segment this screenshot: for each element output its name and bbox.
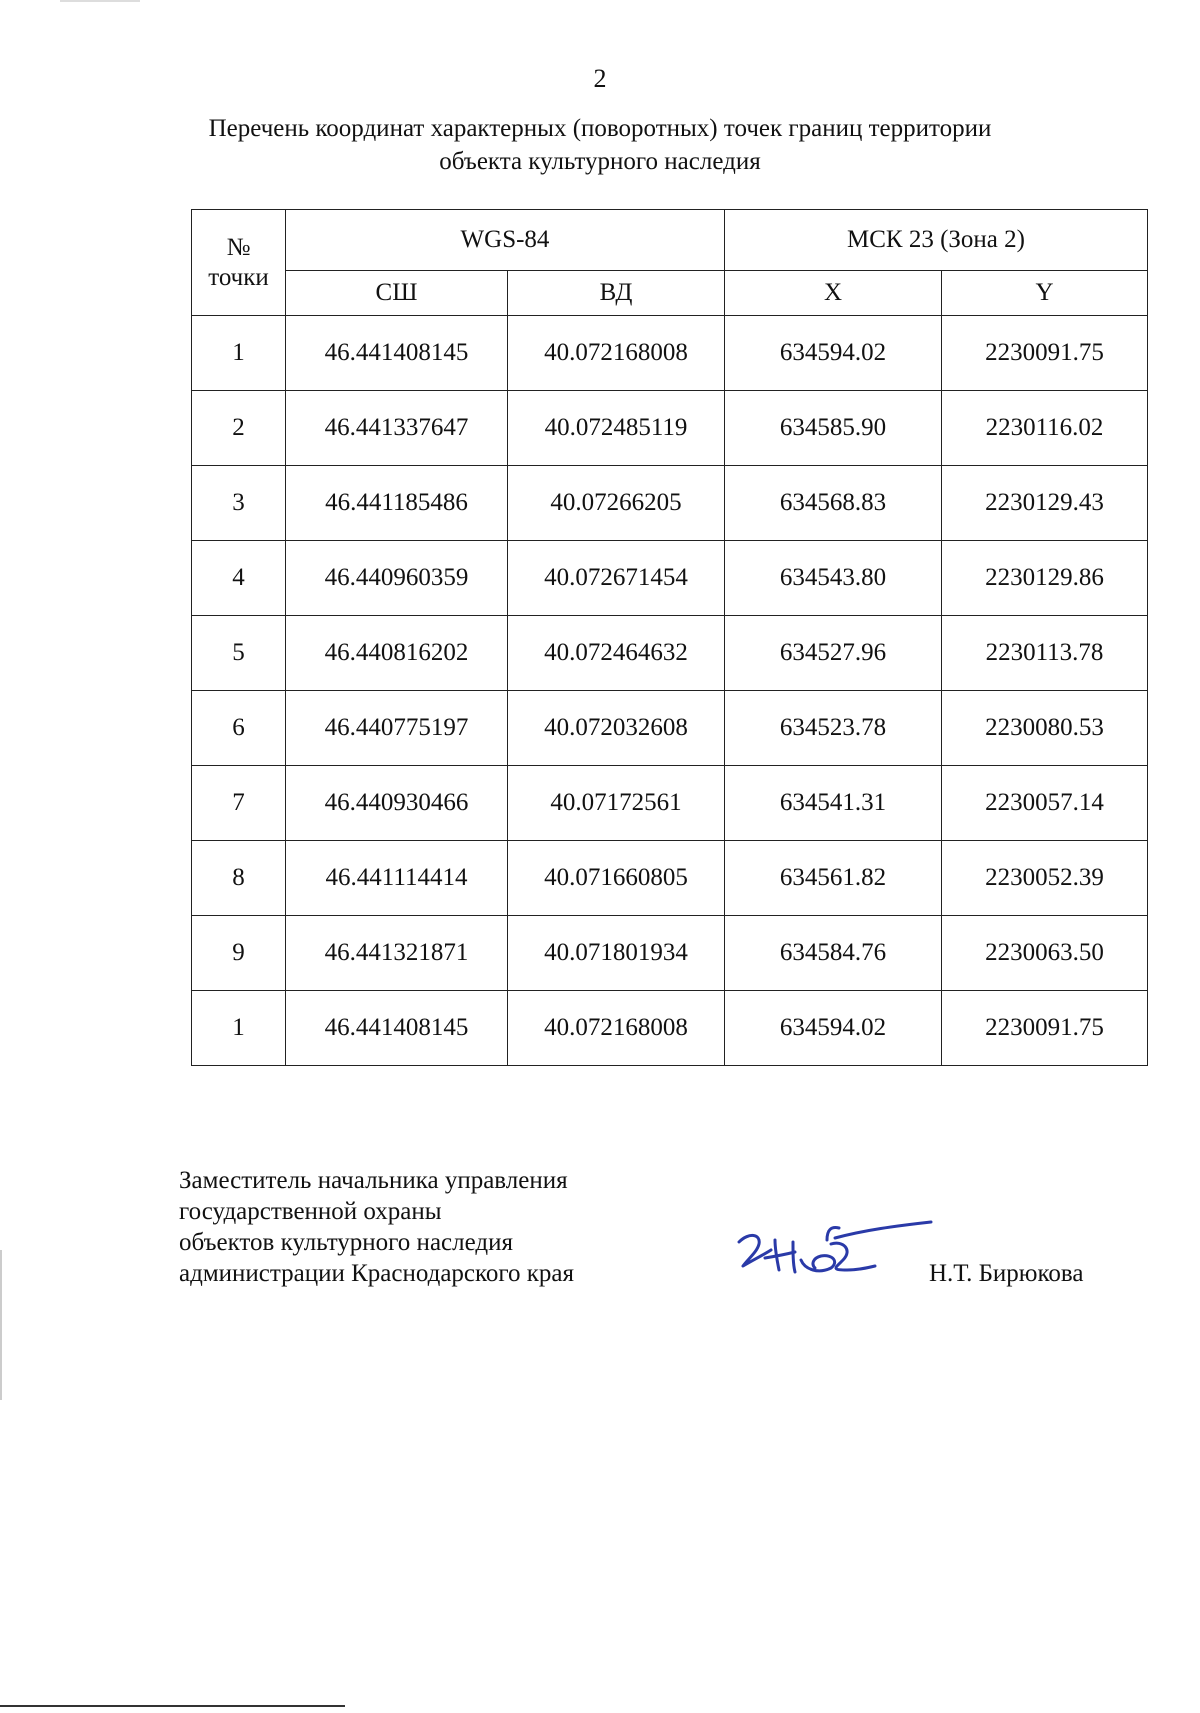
longitude-cell: 40.072464632 [508, 616, 725, 691]
msk23-header: МСК 23 (Зона 2) [725, 210, 1148, 271]
longitude-cell: 40.072485119 [508, 391, 725, 466]
table-row [192, 316, 1148, 391]
point-number-cell: 4 [192, 541, 286, 616]
signatory-line-3: объектов культурного наследия [179, 1229, 513, 1256]
point-number-header [192, 210, 286, 316]
longitude-cell: 40.072032608 [508, 691, 725, 766]
signatory-line-1: Заместитель начальника управления [179, 1167, 568, 1194]
latitude-cell: 46.441408145 [286, 316, 508, 391]
longitude-cell: 40.071801934 [508, 916, 725, 991]
scan-corner-mark [60, 0, 140, 2]
x-coordinate-cell: 634584.76 [725, 916, 942, 991]
point-number-cell: 6 [192, 691, 286, 766]
y-coordinate-cell: 2230057.14 [942, 766, 1148, 841]
x-coordinate-cell: 634561.82 [725, 841, 942, 916]
y-header: Y [942, 271, 1148, 316]
x-coordinate-cell: 634594.02 [725, 316, 942, 391]
latitude-cell: 46.440775197 [286, 691, 508, 766]
latitude-cell: 46.441408145 [286, 991, 508, 1066]
signatory-line-2: государственной охраны [179, 1198, 442, 1225]
point-number-cell: 8 [192, 841, 286, 916]
latitude-header: СШ [286, 271, 508, 316]
latitude-cell: 46.440930466 [286, 766, 508, 841]
table-row [192, 841, 1148, 916]
table-row [192, 766, 1148, 841]
point-number-cell: 2 [192, 391, 286, 466]
y-coordinate-cell: 2230052.39 [942, 841, 1148, 916]
wgs84-header: WGS-84 [286, 210, 725, 271]
point-number-header-symbol: № [226, 233, 251, 261]
coordinates-table [191, 209, 1148, 1066]
longitude-cell: 40.072671454 [508, 541, 725, 616]
point-number-cell: 3 [192, 466, 286, 541]
y-coordinate-cell: 2230129.43 [942, 466, 1148, 541]
signer-name: Н.Т. Бирюкова [929, 1260, 1084, 1287]
x-coordinate-cell: 634594.02 [725, 991, 942, 1066]
scan-left-edge [0, 1250, 2, 1400]
latitude-cell: 46.441337647 [286, 391, 508, 466]
table-row [192, 691, 1148, 766]
x-coordinate-cell: 634523.78 [725, 691, 942, 766]
latitude-cell: 46.441114414 [286, 841, 508, 916]
point-number-header-label: точки [208, 263, 269, 291]
longitude-cell: 40.072168008 [508, 991, 725, 1066]
handwritten-signature [735, 1220, 935, 1290]
x-coordinate-cell: 634568.83 [725, 466, 942, 541]
table-row [192, 466, 1148, 541]
table-subheader-row [192, 271, 1148, 316]
y-coordinate-cell: 2230063.50 [942, 916, 1148, 991]
y-coordinate-cell: 2230129.86 [942, 541, 1148, 616]
table-header-row [192, 210, 1148, 271]
y-coordinate-cell: 2230113.78 [942, 616, 1148, 691]
x-coordinate-cell: 634541.31 [725, 766, 942, 841]
signatory-title [179, 1165, 574, 1289]
latitude-cell: 46.441185486 [286, 466, 508, 541]
latitude-cell: 46.440960359 [286, 541, 508, 616]
table-row [192, 541, 1148, 616]
point-number-cell: 1 [192, 991, 286, 1066]
page-number: 2 [593, 64, 607, 93]
title-line-2: объекта культурного наследия [439, 148, 761, 175]
point-number-cell: 9 [192, 916, 286, 991]
table-row [192, 616, 1148, 691]
point-number-cell: 1 [192, 316, 286, 391]
table-row [192, 391, 1148, 466]
table-row [192, 916, 1148, 991]
longitude-cell: 40.07172561 [508, 766, 725, 841]
title-line-1: Перечень координат характерных (поворотных) точек границ территории [208, 115, 992, 142]
longitude-cell: 40.072168008 [508, 316, 725, 391]
y-coordinate-cell: 2230091.75 [942, 316, 1148, 391]
signatory-line-4: администрации Краснодарского края [179, 1260, 575, 1287]
document-title [150, 112, 1050, 178]
longitude-cell: 40.07266205 [508, 466, 725, 541]
y-coordinate-cell: 2230080.53 [942, 691, 1148, 766]
x-coordinate-cell: 634585.90 [725, 391, 942, 466]
longitude-cell: 40.071660805 [508, 841, 725, 916]
latitude-cell: 46.441321871 [286, 916, 508, 991]
point-number-cell: 5 [192, 616, 286, 691]
x-coordinate-cell: 634527.96 [725, 616, 942, 691]
longitude-header: ВД [508, 271, 725, 316]
y-coordinate-cell: 2230091.75 [942, 991, 1148, 1066]
y-coordinate-cell: 2230116.02 [942, 391, 1148, 466]
scan-edge-line [0, 1705, 345, 1707]
point-number-cell: 7 [192, 766, 286, 841]
x-coordinate-cell: 634543.80 [725, 541, 942, 616]
x-header: X [725, 271, 942, 316]
table-row [192, 991, 1148, 1066]
latitude-cell: 46.440816202 [286, 616, 508, 691]
